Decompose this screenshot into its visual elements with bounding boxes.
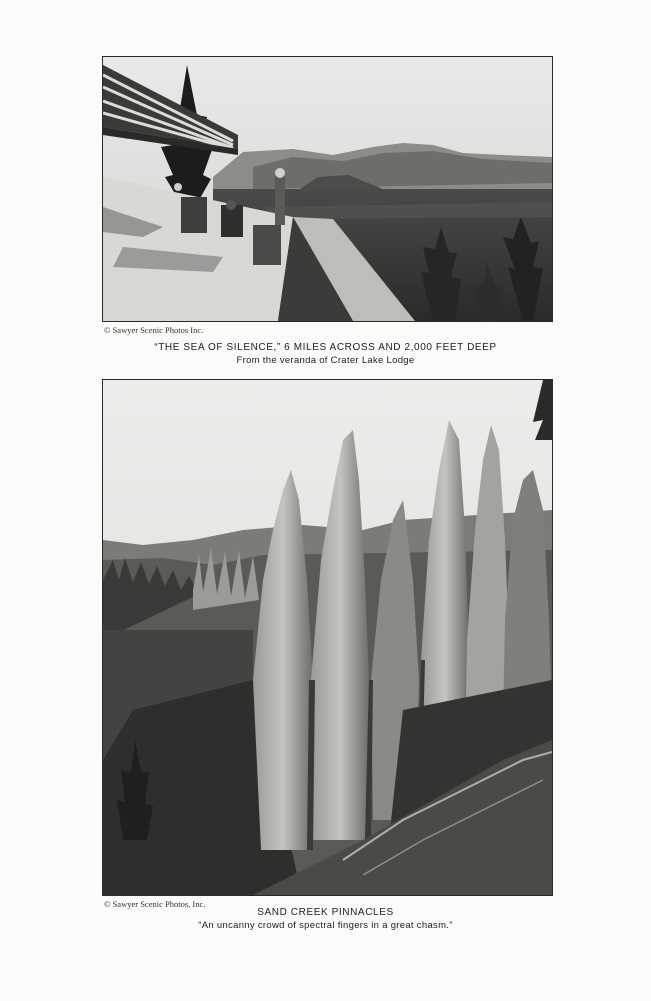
crater-lake-veranda-photo — [102, 56, 553, 322]
sand-creek-pinnacles-photo — [102, 379, 553, 896]
caption-title: “THE SEA OF SILENCE,” 6 MILES ACROSS AND 2,000 FEET DEEP — [154, 342, 497, 353]
photo-credit: © Sawyer Scenic Photos, Inc. — [104, 899, 206, 909]
caption-subtitle: From the veranda of Crater Lake Lodge — [236, 355, 415, 366]
photo-credit: © Sawyer Scenic Photos Inc. — [104, 325, 204, 335]
caption-subtitle: “An uncanny crowd of spectral fingers in a great chasm.” — [198, 920, 453, 931]
caption-title: SAND CREEK PINNACLES — [257, 907, 394, 918]
